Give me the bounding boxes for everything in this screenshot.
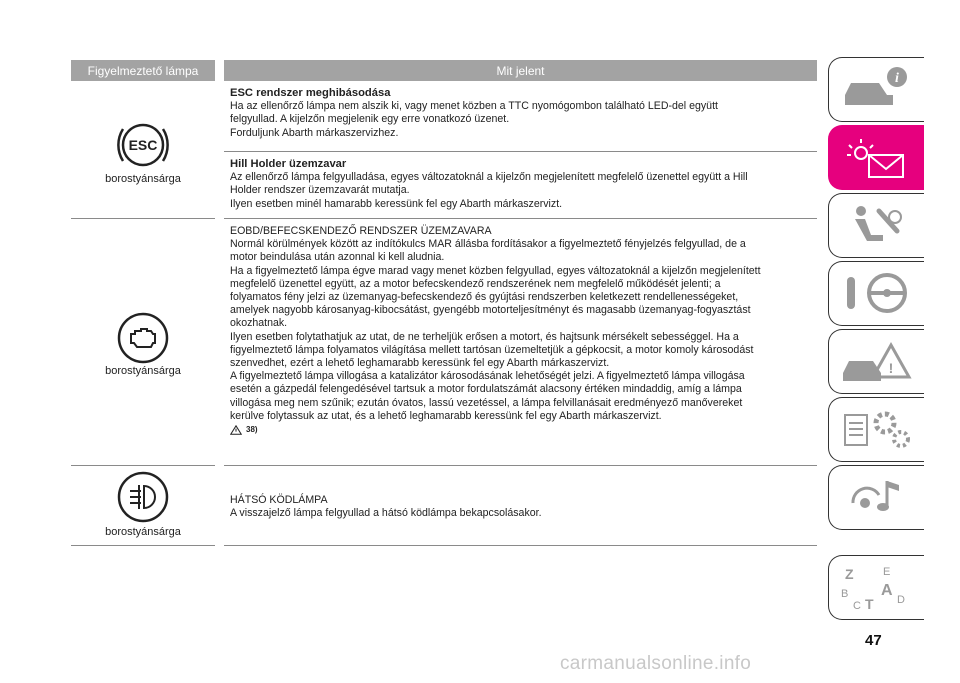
section-title: ESC rendszer meghibásodása	[230, 87, 391, 99]
divider	[224, 545, 817, 546]
svg-text:Z: Z	[845, 566, 854, 582]
svg-text:D: D	[897, 594, 905, 606]
text-line: amelyek nagyobb károsanyag-kibocsátást, gyengébb motorteljesítményt és magasabb üzemanyag-fogyasztást	[230, 304, 751, 317]
tab-emergency[interactable]	[828, 329, 924, 394]
text-line: felgyullad. A kijelzőn megjelenik egy erre vonatkozó üzenet.	[230, 113, 510, 126]
section-title: Hill Holder üzemzavar	[230, 158, 347, 170]
index-alphabet-icon	[839, 563, 919, 613]
text-line: megfelelő üzenettel együtt, az a motor befecskendező rendszerének nem megfelelő működését jelenti; a	[230, 277, 721, 290]
svg-text:i: i	[895, 71, 899, 86]
text-line: Ilyen esetben folytathatjuk az utat, de ne terheljük erősen a motort, és hajtsunk mérsékelt sebességgel. Ha a	[230, 330, 739, 343]
text-line: A figyelmeztető lámpa villogása a katalizátor károsodásának lehetőségét jelzi. A figyelmeztető lámpa villogása	[230, 370, 745, 383]
text-line: Ha a figyelmeztető lámpa égve marad vagy menet közben felgyullad, egyes változatoknál a kijelzőn megjelenített	[230, 264, 761, 277]
column-header-warning-light: Figyelmeztető lámpa	[71, 60, 215, 81]
hill-holder-section	[230, 158, 815, 211]
tab-steering[interactable]	[828, 261, 924, 326]
text-line: A visszajelző lámpa felgyullad a hátsó ködlámpa bekapcsolásakor.	[230, 507, 542, 520]
text-line: Ha az ellenőrző lámpa nem alszik ki, vagy menet közben a TTC nyomógombon található LED-del együtt	[230, 100, 718, 113]
rear-fog-light-icon	[117, 471, 169, 528]
divider	[224, 465, 817, 466]
svg-text:B: B	[841, 588, 849, 600]
steering-wheel-icon	[839, 269, 919, 319]
watermark: carmanualsonline.info	[560, 653, 752, 674]
seat-airbag-icon	[839, 201, 919, 251]
column-header-meaning: Mit jelent	[224, 60, 817, 81]
text-line: esetén a gázpedál felengedésével tartsuk a motor fordulatszámát alacsony értéken mindaddig, amíg a lámpa	[230, 383, 742, 396]
text-line: motor beindulása után azonnal ki kell aludnia.	[230, 251, 445, 264]
divider	[71, 218, 215, 219]
icon-color-label: borostyánsárga	[105, 526, 181, 538]
tab-car-info[interactable]	[828, 57, 924, 122]
text-line: Ilyen esetben minél hamarabb keressünk fel egy Abarth márkaszervizt.	[230, 197, 563, 210]
warning-triangle-icon	[230, 425, 242, 435]
emergency-icon	[839, 337, 919, 387]
esc-warning-icon	[117, 121, 169, 174]
warning-reference: 38)	[230, 423, 258, 436]
warning-lights-icon	[839, 133, 919, 183]
text-line: villogása meg nem szűnik; ezután óvatos, lassú vezetéssel, a lámpa felvillanásait eredményező manővereket	[230, 396, 743, 409]
text-line: EOBD/BEFECSKENDEZŐ RENDSZER ÜZEMZAVARA	[230, 225, 492, 237]
divider	[71, 545, 215, 546]
tab-multimedia[interactable]	[828, 465, 924, 530]
text-line: Normál körülmények között az indítókulcs MAR állásba fordításakor a figyelmeztető fényjelzés felgyullad, de a	[230, 238, 746, 251]
text-line: okozhatnak.	[230, 317, 288, 330]
icon-color-label: borostyánsárga	[105, 173, 181, 185]
rear-fog-section	[230, 494, 815, 520]
icon-color-label: borostyánsárga	[105, 365, 181, 377]
text-line: Az ellenőrző lámpa felgyulladása, egyes változatoknál a kijelzőn megjelenített megfelelő üzenettel együtt a Hill	[230, 171, 748, 184]
text-line: HÁTSÓ KÖDLÁMPA	[230, 494, 328, 506]
esc-section	[230, 87, 815, 140]
svg-text:!: !	[888, 360, 894, 376]
tab-maintenance[interactable]	[828, 397, 924, 462]
text-line: szenvedhet, ezért a lehető leghamarabb keressünk fel egy Abarth márkaszervizt.	[230, 357, 610, 370]
svg-text:E: E	[883, 566, 891, 578]
engine-check-icon	[117, 312, 169, 369]
text-line: kerülve folytassuk az utat, és a lehető leghamarabb keressünk fel egy Abarth márkaszervizt.	[230, 409, 662, 422]
svg-text:T: T	[865, 596, 874, 612]
multimedia-icon	[839, 473, 919, 523]
text-line: Holder rendszer üzemzavarát mutatja.	[230, 184, 410, 197]
tab-warning-lights[interactable]	[828, 125, 924, 190]
text-line: folyamatos fény jelzi az üzemanyag-befecskendező és gyújtási rendszerben keletkezett rendellenességeket,	[230, 291, 739, 304]
divider	[224, 218, 817, 219]
divider	[71, 465, 215, 466]
maintenance-gears-icon	[839, 405, 919, 455]
svg-text:ESC: ESC	[128, 137, 158, 153]
divider	[224, 151, 817, 152]
page-number: 47	[865, 632, 882, 649]
text-line: figyelmeztető lámpa folyamatos világítása mellett tartósan üzemeltetjük a gépkocsit, a motor komoly károsodást	[230, 343, 754, 356]
svg-text:A: A	[881, 582, 893, 599]
tab-index[interactable]	[828, 555, 924, 620]
svg-text:C: C	[853, 600, 861, 612]
eobd-section	[230, 225, 815, 439]
text-line: Forduljunk Abarth márkaszervizhez.	[230, 126, 399, 139]
tab-seat-airbag[interactable]	[828, 193, 924, 258]
car-info-icon	[839, 65, 919, 115]
